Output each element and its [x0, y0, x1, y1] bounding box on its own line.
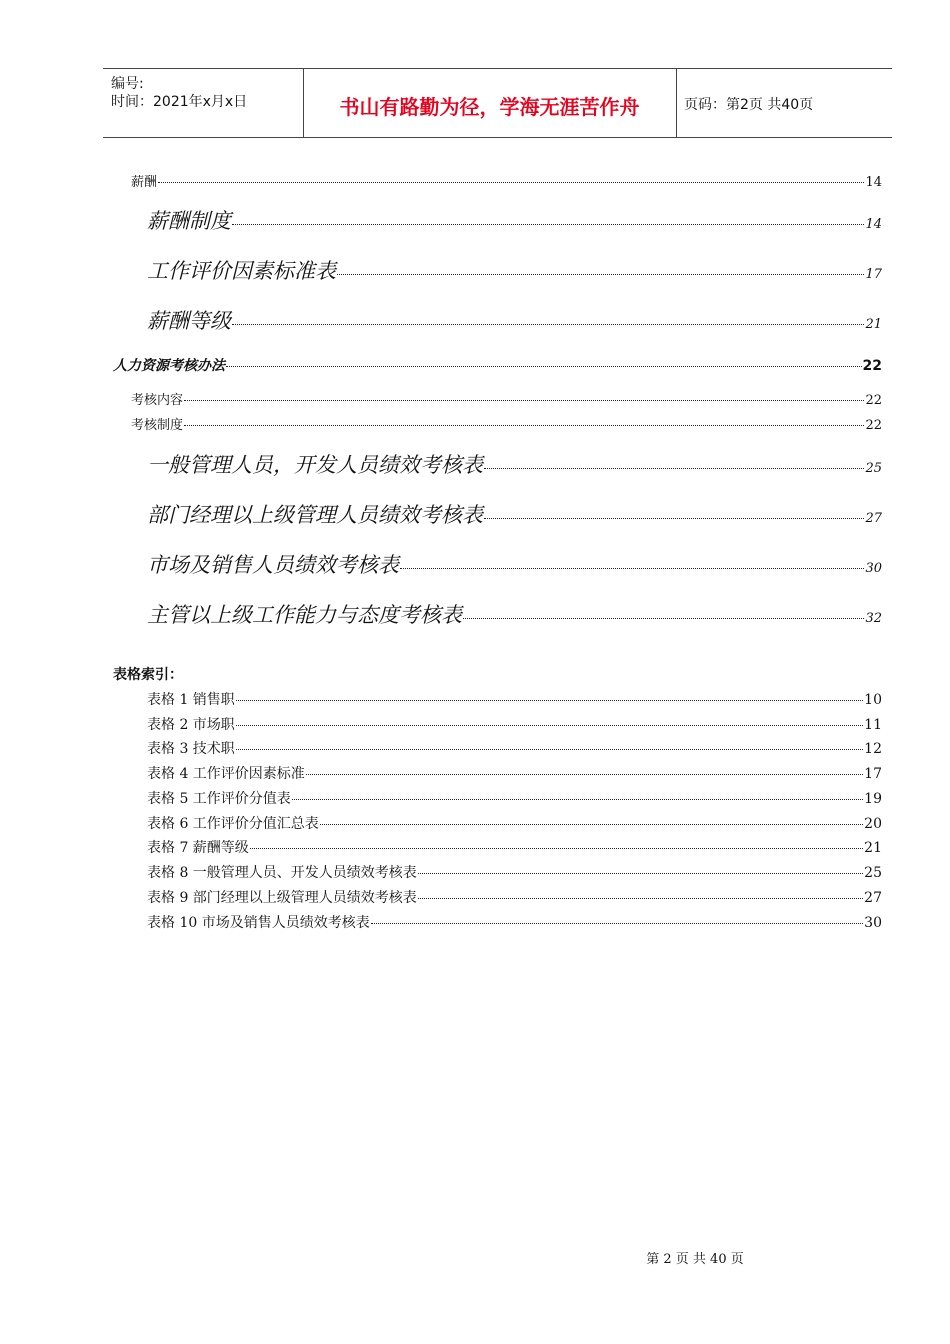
table-index-page: 19 — [864, 791, 882, 807]
toc-entry[interactable] — [147, 305, 882, 335]
table-index-title: 表格 2 市场职 — [147, 717, 235, 733]
toc-leader — [418, 898, 863, 899]
toc-leader — [320, 824, 863, 825]
table-index-entry[interactable] — [147, 763, 882, 783]
header-motto-cell — [303, 69, 677, 137]
table-index-page: 17 — [864, 766, 882, 782]
toc-entry-page: 25 — [865, 461, 882, 476]
toc-entry[interactable] — [147, 499, 882, 529]
table-index-entry[interactable] — [147, 862, 882, 882]
toc-leader — [292, 799, 863, 800]
table-index-page: 30 — [864, 915, 882, 931]
toc-entry[interactable] — [131, 389, 882, 408]
table-index-entry[interactable] — [147, 714, 882, 734]
table-index-title: 表格 4 工作评价因素标准 — [147, 766, 305, 782]
time-label: 时间：2021年x月x日 — [111, 94, 248, 110]
toc-leader — [250, 848, 863, 849]
toc-leader — [236, 700, 863, 701]
toc-entry-page: 14 — [865, 217, 882, 232]
header-page-cell — [676, 69, 892, 137]
toc-entry-title: 人力资源考核办法 — [113, 358, 225, 374]
toc-leader — [184, 425, 864, 426]
page-header — [103, 68, 892, 138]
toc-entry-title: 部门经理以上级管理人员绩效考核表 — [147, 503, 483, 527]
toc-entry-title: 一般管理人员，开发人员绩效考核表 — [147, 453, 483, 477]
toc-leader — [484, 518, 864, 519]
toc-entry[interactable] — [147, 255, 882, 285]
toc-entry-title: 考核内容 — [131, 393, 184, 408]
toc-entry-title: 市场及销售人员绩效考核表 — [147, 553, 399, 577]
toc-entry-title: 薪酬 — [131, 175, 158, 190]
toc-entry[interactable] — [147, 549, 882, 579]
toc-leader — [232, 324, 864, 325]
table-index-page: 27 — [864, 890, 882, 906]
code-label: 编号: — [111, 76, 144, 92]
toc-entry-page: 21 — [865, 317, 882, 332]
table-index-title: 表格 3 技术职 — [147, 741, 235, 757]
table-index-page: 21 — [864, 840, 882, 856]
toc-entry-title: 主管以上级工作能力与态度考核表 — [147, 603, 462, 627]
toc-leader — [463, 618, 864, 619]
table-index-page: 11 — [864, 717, 882, 733]
table-index-heading: 表格索引： — [113, 667, 183, 683]
toc-leader — [337, 274, 864, 275]
toc-entry[interactable] — [131, 171, 882, 190]
table-index-entry[interactable] — [147, 887, 882, 907]
toc-entry-page: 30 — [865, 561, 882, 576]
toc-entry-page: 17 — [865, 267, 882, 282]
toc-leader — [236, 749, 863, 750]
table-index-entry[interactable] — [147, 788, 882, 808]
table-index-entry[interactable] — [147, 813, 882, 833]
table-index-title: 表格 10 市场及销售人员绩效考核表 — [147, 915, 370, 931]
table-index-title: 表格 6 工作评价分值汇总表 — [147, 816, 319, 832]
toc-entry-title: 考核制度 — [131, 418, 184, 433]
table-index-page: 12 — [864, 741, 882, 757]
toc-leader — [418, 873, 863, 874]
toc-leader — [400, 568, 864, 569]
toc-entry-page: 14 — [865, 175, 882, 190]
toc-entry-title: 薪酬制度 — [147, 209, 231, 233]
toc-leader — [232, 224, 864, 225]
page-info: 页码：第2页 共40页 — [684, 97, 814, 113]
table-index-title: 表格 7 薪酬等级 — [147, 840, 249, 856]
table-index-entry[interactable] — [147, 689, 882, 709]
header-meta-cell — [103, 69, 304, 137]
table-index-title: 表格 8 一般管理人员、开发人员绩效考核表 — [147, 865, 417, 881]
toc-entry-page: 22 — [862, 358, 882, 374]
table-index-title: 表格 1 销售职 — [147, 692, 235, 708]
toc-entry-page: 27 — [865, 511, 882, 526]
toc-entry[interactable] — [147, 449, 882, 479]
toc-leader — [484, 468, 864, 469]
table-index-page: 25 — [864, 865, 882, 881]
table-index-entry[interactable] — [147, 912, 882, 932]
toc-leader — [184, 400, 864, 401]
toc-leader — [371, 923, 863, 924]
toc-entry-title: 工作评价因素标准表 — [147, 259, 336, 283]
table-index-entry[interactable] — [147, 738, 882, 758]
table-index-title: 表格 5 工作评价分值表 — [147, 791, 291, 807]
toc-entry[interactable] — [131, 414, 882, 433]
toc-leader — [226, 366, 862, 367]
toc-leader — [158, 182, 864, 183]
toc-entry-page: 32 — [865, 611, 882, 626]
toc-entry[interactable] — [147, 205, 882, 235]
toc-entry[interactable] — [147, 599, 882, 629]
table-index-title: 表格 9 部门经理以上级管理人员绩效考核表 — [147, 890, 417, 906]
table-index-page: 10 — [864, 692, 882, 708]
toc-leader — [236, 725, 863, 726]
toc-leader — [306, 774, 863, 775]
motto: 书山有路勤为径，学海无涯苦作舟 — [339, 95, 640, 119]
toc-entry-page: 22 — [865, 393, 882, 408]
toc-entry-page: 22 — [865, 418, 882, 433]
table-index-page: 20 — [864, 816, 882, 832]
page-footer: 第 2 页 共 40 页 — [646, 1252, 744, 1267]
toc-entry[interactable] — [113, 355, 882, 375]
toc-entry-title: 薪酬等级 — [147, 309, 231, 333]
table-index-entry[interactable] — [147, 837, 882, 857]
